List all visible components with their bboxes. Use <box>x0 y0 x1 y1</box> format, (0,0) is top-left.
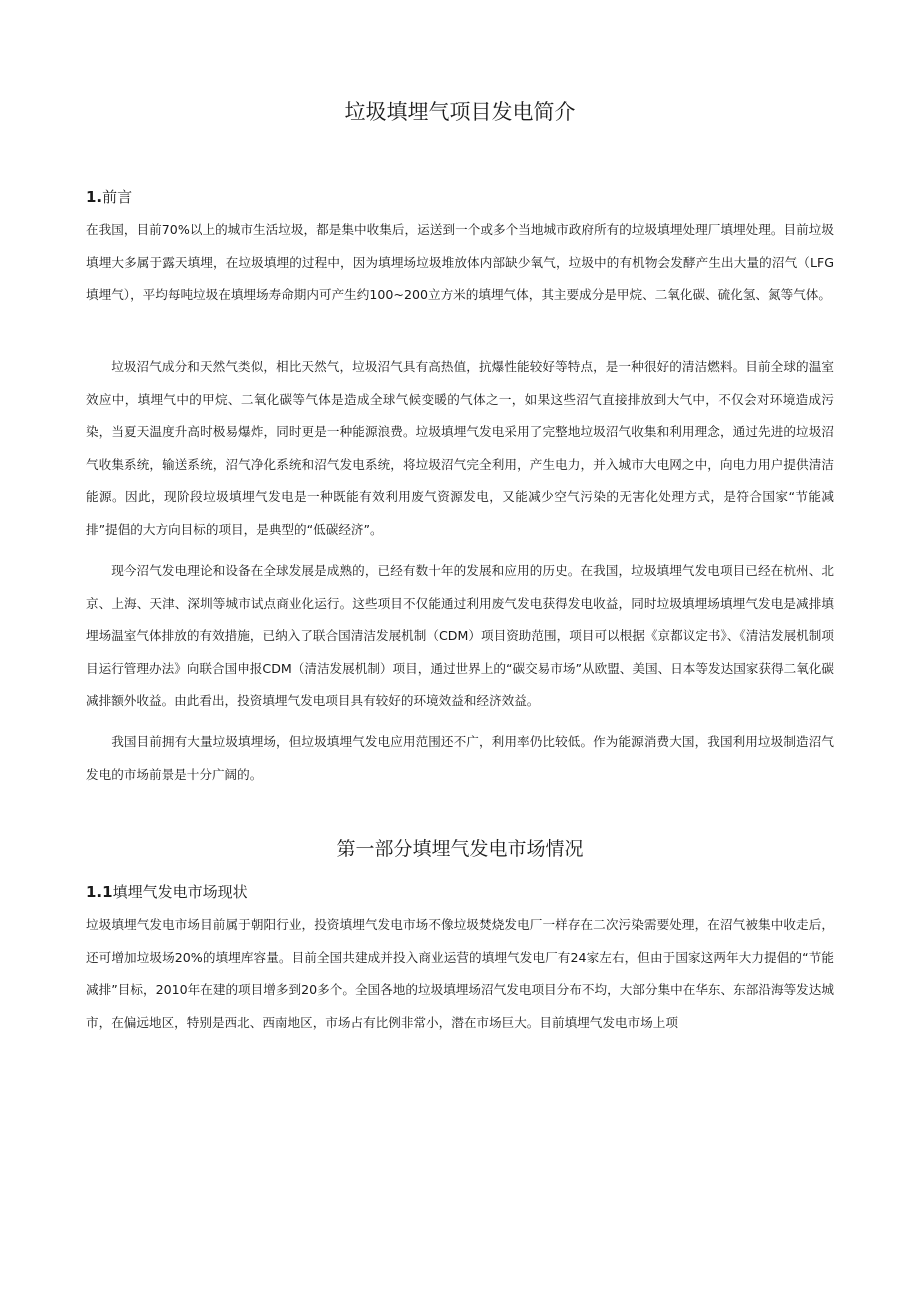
section-heading-text: 填埋气发电市场现状 <box>112 883 248 901</box>
intro-paragraph-1: 在我国，目前70%以上的城市生活垃圾，都是集中收集后，运送到一个或多个当地城市政府所有的垃圾填埋处理厂填埋处理。目前垃圾填埋大多属于露天填埋，在垃圾填埋的过程中，因为填埋场垃圾堆放体内部缺少氧气，垃圾中的有机物会发酵产生出大量的沼气（LFG填埋气），平均每吨垃圾在填埋场寿命期内可产生约100~200立方米的填埋气体，其主要成分是甲烷、二氧化碳、硫化氢、氮等气体。 <box>86 222 834 302</box>
section-heading-text: 前言 <box>102 188 133 206</box>
section-number: 1.1 <box>86 883 113 901</box>
part-title: 第一部分填埋气发电市场情况 <box>336 838 584 860</box>
section-heading-market <box>86 881 248 903</box>
section-heading-intro <box>86 186 132 208</box>
market-paragraph: 垃圾填埋气发电市场目前属于朝阳行业，投资填埋气发电市场不像垃圾焚烧发电厂一样存在二次污染需要处理，在沼气被集中收走后，还可增加垃圾场20%的填埋库容量。目前全国共建成并投入商业运营的填埋气发电厂有24家左右，但由于国家这两年大力提倡的“节能减排”目标，2010年在建的项目增多到20多个。全国各地的垃圾填埋场沼气发电项目分布不均，大部分集中在华东、东部沿海等发达城市，在偏远地区，特别是西北、西南地区，市场占有比例非常小，潜在市场巨大。目前填埋气发电市场上项 <box>86 917 834 1030</box>
intro-paragraph-4: 我国目前拥有大量垃圾填埋场，但垃圾填埋气发电应用范围还不广，利用率仍比较低。作为能源消费大国，我国利用垃圾制造沼气发电的市场前景是十分广阔的。 <box>86 734 834 782</box>
document-title: 垃圾填埋气项目发电简介 <box>344 100 576 124</box>
section-number: 1. <box>86 188 103 206</box>
intro-paragraph-3: 现今沼气发电理论和设备在全球发展是成熟的，已经有数十年的发展和应用的历史。在我国，垃圾填埋气发电项目已经在杭州、北京、上海、天津、深圳等城市试点商业化运行。这些项目不仅能通过利用废气发电获得发电收益，同时垃圾填埋场填埋气发电是减排填埋场温室气体排放的有效措施，已纳入了联合国清洁发展机制（CDM）项目资助范围，项目可以根据《京都议定书》、《清洁发展机制项目运行管理办法》向联合国申报CDM（清洁发展机制）项目，通过世界上的“碳交易市场”从欧盟、美国、日本等发达国家获得二氧化碳减排额外收益。由此看出，投资填埋气发电项目具有较好的环境效益和经济效益。 <box>86 563 834 708</box>
intro-paragraph-2: 垃圾沼气成分和天然气类似，相比天然气，垃圾沼气具有高热值，抗爆性能较好等特点，是一种很好的清洁燃料。目前全球的温室效应中，填埋气中的甲烷、二氧化碳等气体是造成全球气候变暖的气体之一，如果这些沼气直接排放到大气中，不仅会对环境造成污染，当夏天温度升高时极易爆炸，同时更是一种能源浪费。垃圾填埋气发电采用了完整地垃圾沼气收集和利用理念，通过先进的垃圾沼气收集系统，输送系统，沼气净化系统和沼气发电系统，将垃圾沼气完全利用，产生电力，并入城市大电网之中，向电力用户提供清洁能源。因此，现阶段垃圾填埋气发电是一种既能有效利用废气资源发电，又能减少空气污染的无害化处理方式，是符合国家“节能减排”提倡的大方向目标的项目，是典型的“低碳经济”。 <box>86 359 834 537</box>
